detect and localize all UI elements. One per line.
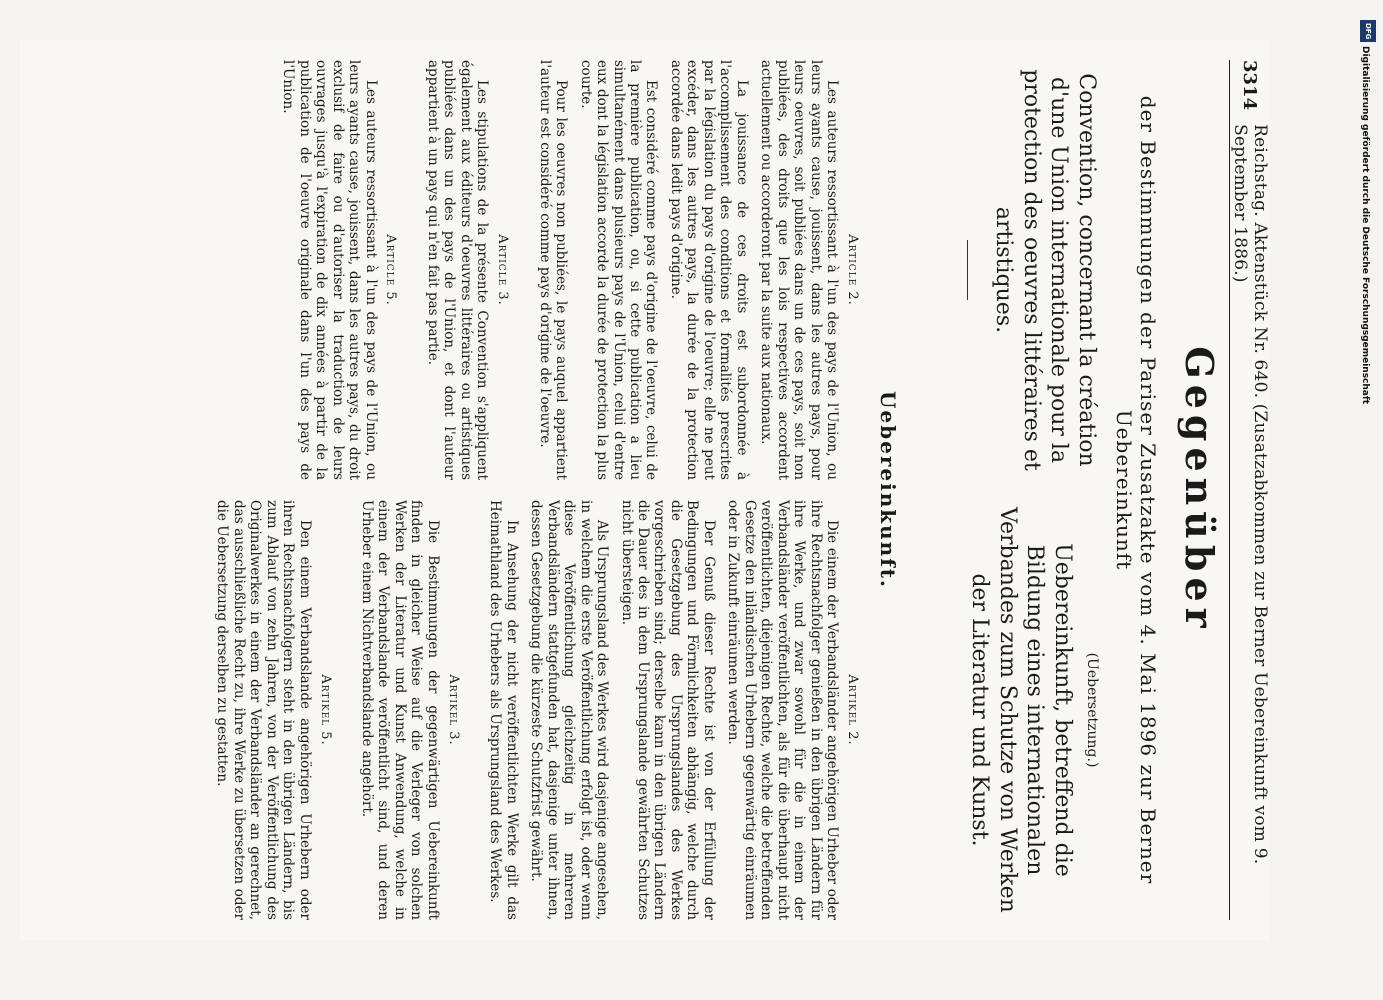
french-convention-heading: Convention, concernant la création d'une Union internationale pour la protection des oeuvres littéraires et artistiques. <box>991 69 1099 471</box>
german-article <box>359 500 461 920</box>
german-article <box>487 500 860 920</box>
page-number: 3314 <box>1239 60 1261 111</box>
article-paragraph: Pour les oeuvres non publiées, le pays auquel appartient l'auteur est considéré comme pays d'origine de l'oeuvre. <box>536 60 570 480</box>
article-paragraph: Les stipulations de la présente Convention s'appliquent également aux éditeurs d'oeuvres littéraires ou artistiques publiées dans un des pays de l'Union, et dont l'auteur appartient à un pays qui n'en fait pas partie. <box>424 60 491 480</box>
dfg-logo: DFG <box>1360 20 1376 42</box>
divider <box>967 240 968 300</box>
article-paragraph: Der Genuß dieser Rechte ist von der Erfüllung der Bedingungen und Förmlichkeiten abhängig, welche durch die Gesetzgebung des Ursprungslandes des Werkes vorgeschrieben sind; derselbe kann in den übrigen Ländern die Dauer des in dem Ursprungslande gewährten Schutzes nicht übersteigen. <box>618 500 717 920</box>
french-article <box>424 60 510 480</box>
german-article <box>214 500 333 920</box>
article-paragraph: Als Ursprungsland des Werkes wird dasjenige angesehen, in welchem die erste Veröffentlichung erfolgt ist, oder wenn diese Veröffentlichung gleichzeitig in mehreren Verbandsländern stattgefunden hat, dasjenige unter ihnen, dessen Gesetzgebung die kürzeste Schutzfrist gewährt. <box>528 500 611 920</box>
article-title: Article 5. <box>383 234 399 306</box>
german-heading-column <box>956 500 1100 920</box>
article-paragraph: Den einem Verbandslande angehörigen Urhebern oder ihren Rechtsnachfolgern steht in den übrigen Ländern, bis zum Ablauf von zehn Jahren, von der Veröffentlichung des Originalwerkes in einem der Verbandsländer an gerechnet, das ausschließliche Recht zu, ihre Werke zu übersetzen oder die Uebersetzung derselben zu gestatten. <box>214 500 313 920</box>
funding-credit: Digitalisierung gefördert durch die Deutsche Forschungsgemeinschaft <box>1360 46 1370 405</box>
article-paragraph: In Ansehung der nicht veröffentlichten Werke gilt das Heimathland des Urhebers als Ursprungsland des Werkes. <box>487 500 520 920</box>
article-title: Artikel 3. <box>445 674 461 746</box>
french-heading-column <box>941 60 1100 480</box>
running-header <box>1229 60 1270 920</box>
document-subtitle: der Bestimmungen der Pariser Zusatzakte vom 4. Mai 1896 zur Berner Uebereinkunft <box>1112 95 1160 885</box>
header-text: Reichstag. Aktenstück Nr. 640. (Zusatzabkommen zur Berner Uebereinkunft vom 9. September 1886.) <box>1230 124 1270 865</box>
french-article <box>280 60 399 480</box>
article-title: Artikel 2. <box>845 674 860 746</box>
article-title: Artikel 5. <box>317 674 333 746</box>
translation-note: (Uebersetzung.) <box>1084 652 1100 768</box>
document-title: Gegenüber <box>1177 346 1222 634</box>
article-paragraph: Est considéré comme pays d'origine de l'oeuvre, celui de la première publication, ou, si cette publication a lieu simultanément dans plusieurs pays de l'Union, celui d'entre eux dont la législation accorde la durée de protection la plus courte. <box>577 60 660 480</box>
german-convention-heading: Uebereinkunft, betreffend die Bildung eines internationalen Verbandes zum Schutze von Werken der Literatur und Kunst. <box>967 507 1075 913</box>
article-paragraph: Les auteurs ressortissant à l'un des pays de l'Union, ou leurs ayants cause, jouissent, dans les autres pays, du droit exclusif de faire ou d'autoriser la traduction de leurs ouvrages jusqu'à l'expiration de dix années à partir de la publication de l'oeuvre originale dans l'un des pays de l'Union. <box>280 60 379 480</box>
article-paragraph: La jouissance de ces droits est subordonnée à l'accomplissement des conditions et formalités prescrites par la législation du pays d'origine de l'oeuvre; elle ne peut excéder, dans les autres pays, la durée de la protection accordée dans ledit pays d'origine. <box>667 60 750 480</box>
french-articles-column <box>254 60 860 480</box>
german-articles-column <box>188 500 860 920</box>
article-paragraph: Die Bestimmungen der gegenwärtigen Uebereinkunft finden in gleicher Weise auf die Verleger von solchen Werken der Literatur und Kunst Anwendung, welche in einem der Verbandslande veröffentlicht sind, und deren Urheber einem Nichtverbandslande angehört. <box>359 500 441 920</box>
section-title: Uebereinkunft. <box>876 390 900 590</box>
article-paragraph: Die einem der Verbandsländer angehörigen Urheber oder ihre Rechtsnachfolger genießen in den übrigen Ländern für ihre Werke, und zwar sowohl für die in einem der Verbandsländer veröffentlichten, als für die überhaupt nicht veröffentlichten, diejenigen Rechte, welche die betreffenden Gesetze den inländischen Urhebern gegenwärtig einräumen oder in Zukunft einräumen werden. <box>725 500 841 920</box>
article-title: Article 2. <box>845 234 860 306</box>
digitization-sidebar <box>1360 20 1380 1000</box>
french-article <box>536 60 860 480</box>
article-title: Article 3. <box>495 234 511 306</box>
rotated-document-sheet <box>20 40 1270 940</box>
article-paragraph: Les auteurs ressortissant à l'un des pays de l'Union, ou leurs ayants cause, jouissent, dans les autres pays, pour leurs oeuvres, soit publiées dans un de ces pays, soit non publiées, des droits que les lois respectives accordent actuellement ou accorderont par la suite aux nationaux. <box>758 60 841 480</box>
